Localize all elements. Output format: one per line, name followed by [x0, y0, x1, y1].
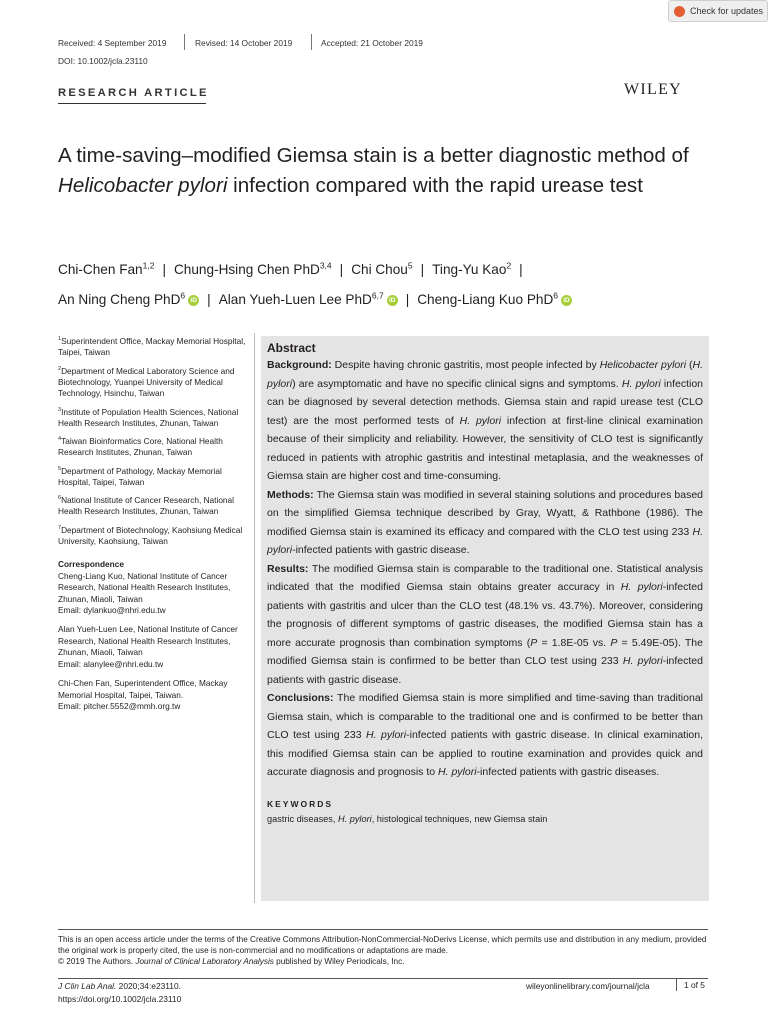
- text-run: (: [686, 359, 693, 371]
- affiliation-item: [58, 464, 248, 489]
- column-divider: [254, 333, 255, 903]
- affiliation-text: National Institute of Cancer Research, National Health Research Institutes, Zhunan, Taiwan: [58, 495, 235, 517]
- affiliation-text: Institute of Population Health Sciences, National Health Research Institutes, Zhunan, Taiwan: [58, 406, 239, 428]
- article-type-underline: [58, 103, 206, 104]
- affiliations: [58, 334, 248, 720]
- affiliation-text: Superintendent Office, Mackay Memorial Hospital, Taipei, Taiwan: [58, 335, 246, 358]
- author-affiliation-sup: 6: [553, 290, 558, 301]
- text-run: , histological techniques, new Giemsa stain: [371, 813, 548, 824]
- correspondence-address: Cheng-Liang Kuo, National Institute of Cancer Research, National Health Research Institutes, Zhunan, Miaoli, Taiwan: [58, 570, 231, 604]
- correspondence-address: Chi-Chen Fan, Superintendent Office, Mackay Memorial Hospital, Taipei, Taiwan.: [58, 678, 228, 700]
- text-run: = 5.49E-05). The modified Giemsa stain is confirmed to be better than CLO test using 233: [267, 636, 703, 667]
- author-name[interactable]: Alan Yueh-Luen Lee PhD: [218, 292, 372, 307]
- text-run: Helicobacter pylori: [599, 359, 687, 371]
- footnote-rule: [58, 929, 708, 930]
- affiliation-text: Taiwan Bioinformatics Core, National Health Research Institutes, Zhunan, Taiwan: [58, 435, 223, 458]
- author-separator: |: [339, 262, 344, 277]
- correspondence-email[interactable]: Email: pitcher.5552@mmh.org.tw: [58, 700, 181, 711]
- text-run: H. pylori: [438, 766, 477, 778]
- text-run: H. pylori: [267, 525, 703, 556]
- abstract-section: [267, 356, 703, 486]
- affiliation-text: Department of Pathology, Mackay Memorial Hospital, Taipei, Taiwan: [58, 465, 222, 487]
- page-number: 1 of 5: [684, 980, 705, 990]
- affiliation-item: [58, 434, 248, 459]
- affiliation-number: 3: [58, 406, 62, 413]
- author-affiliation-sup: 3,4: [319, 260, 332, 271]
- abstract-heading: Abstract: [267, 341, 316, 355]
- author-affiliation-sup: 6: [180, 290, 186, 301]
- license-footnote: [58, 934, 718, 968]
- text-run: -infected patients with gastritis and ulcer than the CLO test (48.1% vs. 43.7%). Moreover, considering the prognosis of different symptoms of gastric diseases, the modified Giemsa stain has a more accurate prognosis than combination symptoms (: [267, 581, 703, 649]
- affiliation-text: Department of Medical Laboratory Science and Biotechnology, Yuanpei University of Medical Technology, Hsinchu, Taiwan: [58, 365, 235, 399]
- abstract-section: [267, 486, 703, 560]
- affiliation-text: Department of Biotechnology, Kaohsiung Medical University, Kaohsiung, Taiwan: [58, 524, 243, 547]
- text-run: The modified Giemsa stain is comparable to the traditional one. Statistical analysis indicated that the modified Giemsa stain obtains greater accuracy in: [267, 562, 703, 593]
- author-separator: |: [405, 292, 410, 307]
- revised-date: Revised: 14 October 2019: [195, 38, 293, 48]
- license-text: This is an open access article under the terms of the Creative Commons Attribution-NonCommercial-NoDerivs License, which permits use and distribution in any medium, provided the original work is properly cited, the use is non-commercial and no modifications or adaptations are made.: [58, 935, 707, 956]
- text-run: H. pylori: [620, 581, 663, 593]
- author-list: [58, 255, 718, 315]
- author-name[interactable]: Chung-Hsing Chen PhD: [173, 262, 320, 277]
- abstract-section: [267, 560, 703, 690]
- affiliation-number: 7: [58, 524, 62, 531]
- footer-divider: [676, 978, 677, 991]
- text-run: H. pylori: [337, 813, 372, 824]
- correspondence-email[interactable]: Email: dylankuo@nhri.edu.tw: [58, 605, 166, 616]
- page-title: A time-saving–modified Giemsa stain is a better diagnostic method of Helicobacter pylori infection compared with the rapid urease test: [58, 144, 689, 197]
- correspondence-entry: [58, 678, 248, 712]
- text-run: H. pylori: [622, 655, 663, 667]
- text-run: -infected patients with gastric disease.: [267, 655, 703, 686]
- author-separator: |: [519, 262, 523, 277]
- text-run: infection at first-line clinical examination because of their simplicity and reliability. However, the sensitivity of CLO test is significantly reduced in patients with atrophic gastritis and intestinal metaplasia, and the weaknesses of Giemsa stain are higher cost and time-consuming.: [267, 414, 703, 482]
- author-name[interactable]: Cheng-Liang Kuo PhD: [417, 292, 554, 307]
- author-separator: |: [207, 292, 211, 307]
- footer-citation: J Clin Lab Anal. 2020;34:e23110. https://doi.org/10.1002/jcla.23110: [58, 981, 182, 1004]
- affiliation-item: [58, 334, 248, 359]
- abstract-section-label: Methods:: [267, 488, 314, 501]
- text-run: H. pylori: [366, 729, 407, 741]
- check-for-updates-label: Check for updates: [690, 6, 764, 16]
- abstract-section-label: Conclusions:: [267, 692, 334, 704]
- text-run: Despite having chronic gastritis, most people infected by: [331, 359, 600, 371]
- correspondence-address: Alan Yueh-Luen Lee, National Institute of Cancer Research, National Health Research Institutes, Zhunan, Miaoli, Taiwan: [58, 624, 238, 658]
- header-divider: [184, 34, 185, 50]
- received-date: Received: 4 September 2019: [58, 38, 167, 48]
- affiliation-item: [58, 493, 248, 518]
- author-affiliation-sup: 6,7: [371, 290, 384, 301]
- abstract-section-label: Results:: [267, 562, 309, 575]
- affiliation-number: 5: [58, 465, 62, 472]
- author-separator: |: [420, 262, 425, 277]
- text-run: ) are asymptomatic and have no specific clinical signs and symptoms.: [292, 377, 622, 390]
- affiliation-number: 1: [58, 336, 62, 342]
- text-run: infection can be diagnosed by several detection methods. Giemsa stain and rapid urease test (CLO test) are the most performed tests of: [267, 377, 704, 427]
- author-name[interactable]: An Ning Cheng PhD: [58, 292, 181, 307]
- author-separator: |: [162, 262, 166, 277]
- text-run: -infected patients with gastric disease.: [292, 544, 470, 556]
- correspondence-entry: [58, 571, 248, 617]
- author-affiliation-sup: 1,2: [142, 260, 155, 271]
- header-divider: [311, 34, 312, 50]
- affiliation-number: 2: [58, 365, 62, 372]
- text-run: H. pylori: [459, 414, 502, 427]
- check-for-updates-button[interactable]: [668, 0, 768, 22]
- doi: DOI: 10.1002/jcla.23110: [58, 56, 148, 66]
- abstract-section: [267, 689, 703, 782]
- author-name[interactable]: Ting-Yu Kao: [432, 262, 507, 277]
- text-run: The modified Giemsa stain is more simplified and time-saving than traditional Giemsa stain, which is comparable to the traditional one and is confirmed to be better than CLO test using 233: [267, 692, 703, 741]
- affiliation-number: 6: [58, 495, 62, 502]
- text-run: -infected patients with gastric disease. In clinical examination, this modified Giemsa stain can be applied to routine examination and provides quick and accurate diagnosis and prognosis to: [267, 729, 704, 778]
- affiliation-item: [58, 405, 248, 430]
- affiliation-item: [58, 523, 248, 548]
- keywords-list: [267, 810, 703, 828]
- abstract-section-label: Background:: [267, 359, 332, 371]
- text-run: = 1.8E-05 vs.: [537, 636, 611, 649]
- author-name[interactable]: Chi-Chen Fan: [58, 262, 143, 277]
- author-affiliation-sup: 2: [506, 260, 512, 271]
- abstract-box: [261, 336, 709, 901]
- text-run: P: [530, 636, 538, 649]
- orcid-icon[interactable]: iD: [561, 295, 572, 306]
- affiliation-item: [58, 364, 248, 400]
- keywords-heading: KEYWORDS: [267, 798, 334, 809]
- article-type: RESEARCH ARTICLE: [58, 87, 209, 99]
- correspondence-email[interactable]: Email: alanylee@nhri.edu.tw: [58, 658, 164, 669]
- footer-rule: [58, 978, 708, 979]
- author-affiliation-sup: 5: [407, 260, 413, 271]
- text-run: The Giemsa stain was modified in several staining solutions and procedures based on the simplified Giemsa technique described by Gray, Wyatt, & Rathbone (1986). The modified Giemsa stain is examined its efficacy and compared with the CLO test using 233: [267, 488, 703, 538]
- orcid-icon[interactable]: iD: [188, 295, 199, 306]
- text-run: H. pylori: [621, 377, 661, 390]
- orcid-icon[interactable]: iD: [387, 295, 398, 306]
- text-run: H. pylori: [267, 359, 703, 390]
- text-run: gastric diseases,: [267, 813, 338, 824]
- author-name[interactable]: Chi Chou: [351, 262, 408, 277]
- journal-site-link[interactable]: wileyonlinelibrary.com/journal/jcla: [526, 981, 650, 991]
- copyright-text: © 2019 The Authors. Journal of Clinical Laboratory Analysis published by Wiley Periodicals, Inc.: [58, 957, 405, 967]
- publisher-logo: WILEY: [624, 81, 683, 98]
- text-run: -infected patients with gastric diseases.: [476, 766, 660, 778]
- affiliation-number: 4: [58, 436, 62, 443]
- accepted-date: Accepted: 21 October 2019: [321, 38, 423, 48]
- text-run: P: [610, 636, 618, 649]
- correspondence-heading: Correspondence: [58, 559, 124, 570]
- footer-doi-link[interactable]: https://doi.org/10.1002/jcla.23110: [58, 993, 182, 1004]
- correspondence-entry: [58, 624, 248, 670]
- update-icon: [674, 6, 685, 17]
